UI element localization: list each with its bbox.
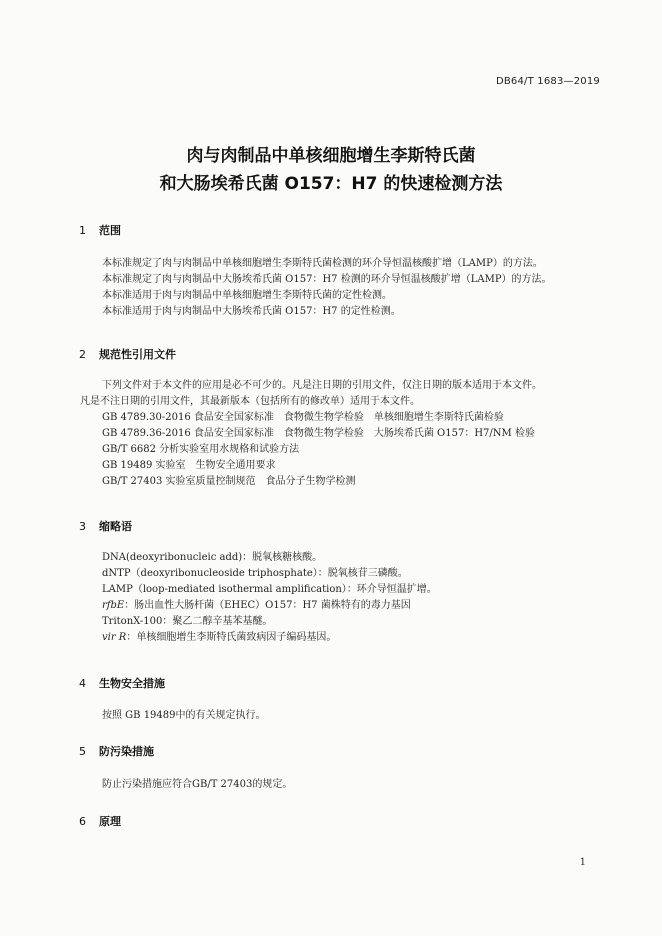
abbreviation-definition: ：聚乙二醇辛基苯基醚。 [162,616,273,627]
abbreviation-term: LAMP（loop-mediated isothermal amplification） [102,584,347,595]
section-6-heading [79,813,121,829]
abbreviation-term: rfbE [102,600,125,611]
title-line-1: 肉与肉制品中单核细胞增生李斯特氏菌 [186,146,476,166]
section-number: 1 [79,224,86,237]
section-number: 5 [79,745,86,758]
section-title: 缩略语 [99,520,132,533]
section-1-heading [79,222,121,238]
section-4-body: 按照 GB 19489中的有关规定执行。 [102,710,266,721]
body-line: 本标准规定了肉与肉制品中大肠埃希氏菌 O157：H7 检测的环介导恒温核酸扩增（LAMP）的方法。 [102,274,552,285]
reference-item: GB 19489 实验室 生物安全通用要求 [102,460,276,471]
abbreviation-item [102,614,437,630]
section-number: 2 [79,348,86,361]
reference-item: GB/T 6682 分析实验室用水规格和试验方法 [102,444,300,455]
section-4-heading [79,675,165,691]
abbreviation-definition: ：单核细胞增生李斯特氏菌致病因子编码基因。 [126,632,337,643]
section-1-body [102,256,552,320]
section-3-heading [79,518,132,534]
abbreviation-item [102,582,437,598]
abbreviation-item [102,566,437,582]
section-2-intro [80,378,542,410]
section-title: 生物安全措施 [99,677,165,690]
standard-code: DB64/T 1683—2019 [495,76,600,87]
body-line: 凡是不注日期的引用文件，其最新版本（包括所有的修改单）适用于本文件。 [80,396,420,407]
section-5-heading [79,743,154,759]
section-5-body: 防止污染措施应符合GB/T 27403的规定。 [102,779,293,790]
body-line: 本标准适用于肉与肉制品中单核细胞增生李斯特氏菌的定性检测。 [102,290,392,301]
abbreviation-definition: ：脱氧核糖核酸。 [242,552,323,563]
abbreviation-list [102,550,437,646]
body-line: 本标准适用于肉与肉制品中大肠埃希氏菌 O157：H7 的定性检测。 [102,306,401,317]
abbreviation-definition: ：脱氧核苷三磷酸。 [317,568,408,579]
title-line-2: 和大肠埃希氏菌 O157：H7 的快速检测方法 [159,174,503,194]
abbreviation-term: dNTP（deoxyribonucleoside triphosphate） [102,568,318,579]
abbreviation-definition: ：肠出血性大肠杆菌（EHEC）O157：H7 菌株特有的毒力基因 [124,600,411,611]
section-title: 防污染措施 [99,745,154,758]
abbreviation-term: DNA(deoxyribonucleic add) [102,552,243,563]
section-title: 规范性引用文件 [99,348,176,361]
body-line: 下列文件对于本文件的应用是必不可少的。凡是注日期的引用文件，仅注日期的版本适用于本文件。 [102,380,542,391]
section-title: 范围 [99,224,121,237]
abbreviation-term: TritonX-100 [102,616,163,627]
abbreviation-item [102,550,437,566]
document-title [0,142,662,198]
normative-references [102,410,535,490]
reference-item: GB/T 27403 实验室质量控制规范 食品分子生物学检测 [102,476,356,487]
abbreviation-item [102,630,437,646]
page-number: 1 [579,857,586,868]
section-number: 3 [79,520,86,533]
reference-item: GB 4789.36-2016 食品安全国家标准 食物微生物学检验 大肠埃希氏菌 O157：H7/NM 检验 [102,428,535,439]
section-number: 4 [79,677,86,690]
section-number: 6 [79,815,86,828]
abbreviation-term: vir R [102,632,127,643]
body-line: 本标准规定了肉与肉制品中单核细胞增生李斯特氏菌检测的环介导恒温核酸扩增（LAMP）的方法。 [102,258,543,269]
reference-item: GB 4789.30-2016 食品安全国家标准 食物微生物学检验 单核细胞增生李斯特氏菌检验 [102,412,504,423]
section-2-heading [79,346,176,362]
abbreviation-definition: ：环介导恒温扩增。 [346,584,437,595]
section-title: 原理 [99,815,121,828]
abbreviation-item [102,598,437,614]
